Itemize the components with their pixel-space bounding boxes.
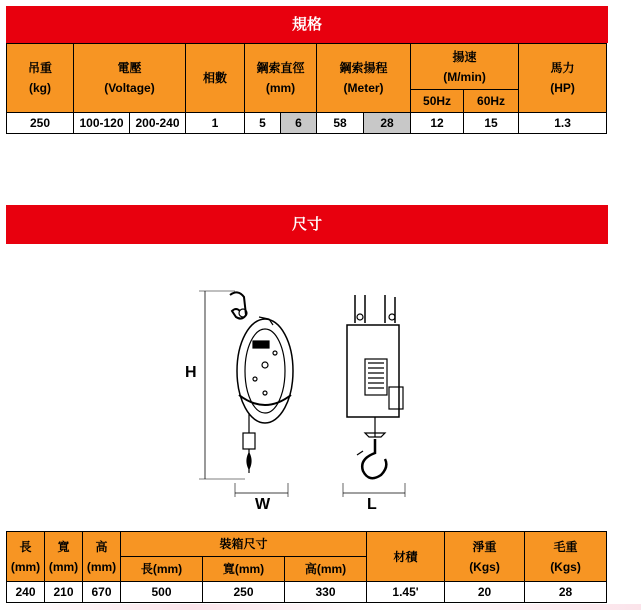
- header-lift-speed-label: 揚速: [452, 49, 477, 64]
- header-rope-len-label: 鋼索揚程: [339, 61, 388, 75]
- dimension-table: [6, 531, 607, 603]
- header-width-label: 寬: [57, 539, 70, 554]
- header-lift-speed-unit: (M/min): [443, 69, 486, 84]
- header-box-length: 長(mm): [121, 557, 203, 582]
- header-rope-length: [317, 44, 411, 113]
- spec-table: [6, 43, 607, 134]
- header-length-unit: (mm): [10, 559, 41, 574]
- cell-voltage-a: 100-120: [74, 113, 130, 134]
- header-lift-speed: [411, 44, 519, 90]
- header-box-width: 寬(mm): [203, 557, 285, 582]
- cell-net-weight: 20: [445, 582, 525, 603]
- cell-gross-weight: 28: [525, 582, 607, 603]
- cell-speed-50: 12: [411, 113, 464, 134]
- label-w: W: [255, 496, 271, 513]
- header-rope-len-unit: (Meter): [343, 81, 384, 95]
- cell-height: 670: [83, 582, 121, 603]
- header-phase-label: 相數: [203, 71, 228, 85]
- cell-width: 210: [45, 582, 83, 603]
- header-rope-diameter: [245, 44, 317, 113]
- header-box-height: 高(mm): [285, 557, 367, 582]
- cell-voltage-b: 200-240: [130, 113, 186, 134]
- header-gross-weight: [525, 532, 607, 582]
- cell-rope-dia-a: 5: [245, 113, 281, 134]
- header-volume: 材積: [367, 532, 445, 582]
- header-load-label: 吊重: [27, 61, 52, 75]
- header-height-label: 高: [95, 539, 108, 554]
- header-load-unit: (kg): [29, 81, 51, 95]
- header-voltage-unit: (Voltage): [104, 81, 155, 95]
- header-height: [83, 532, 121, 582]
- header-hp: [519, 44, 607, 113]
- size-title: 尺寸: [291, 215, 322, 233]
- header-net-weight-unit: (Kgs): [469, 559, 500, 574]
- header-rope-dia-unit: (mm): [265, 81, 296, 95]
- header-60hz: 60Hz: [464, 90, 519, 113]
- header-phase: [186, 44, 245, 113]
- cell-speed-60: 15: [464, 113, 519, 134]
- header-length-label: 長: [19, 539, 32, 554]
- spec-title-banner: [6, 6, 608, 43]
- cell-hp: 1.3: [519, 113, 607, 134]
- header-voltage-label: 電壓: [117, 61, 142, 75]
- cell-box-width: 250: [203, 582, 285, 603]
- header-length: [7, 532, 45, 582]
- cell-rope-len-a: 58: [317, 113, 364, 134]
- header-load: [7, 44, 74, 113]
- size-title-banner: [6, 205, 608, 244]
- header-50hz: 50Hz: [411, 90, 464, 113]
- hoist-drawing-svg: [175, 283, 425, 515]
- cell-rope-len-b: 28: [364, 113, 411, 134]
- spec-title: 規格: [291, 15, 322, 33]
- header-hp-unit: (HP): [550, 81, 575, 95]
- cell-length: 240: [7, 582, 45, 603]
- cell-volume: 1.45': [367, 582, 445, 603]
- header-rope-dia-label: 鋼索直徑: [256, 61, 305, 75]
- header-gross-weight-label: 毛重: [553, 539, 578, 554]
- bottom-decoration: [0, 604, 641, 610]
- header-voltage: [74, 44, 186, 113]
- header-net-weight-label: 淨重: [472, 539, 497, 554]
- header-width: [45, 532, 83, 582]
- cell-phase: 1: [186, 113, 245, 134]
- cell-box-length: 500: [121, 582, 203, 603]
- cell-box-height: 330: [285, 582, 367, 603]
- label-l: L: [367, 496, 377, 513]
- hoist-dimension-drawing: [175, 283, 425, 515]
- header-gross-weight-unit: (Kgs): [550, 559, 581, 574]
- cell-rope-dia-b: 6: [281, 113, 317, 134]
- cell-load: 250: [7, 113, 74, 134]
- header-height-unit: (mm): [86, 559, 117, 574]
- header-hp-label: 馬力: [550, 61, 575, 75]
- header-box-size: 裝箱尺寸: [121, 532, 367, 557]
- header-width-unit: (mm): [48, 559, 79, 574]
- header-net-weight: [445, 532, 525, 582]
- label-h: H: [185, 364, 197, 381]
